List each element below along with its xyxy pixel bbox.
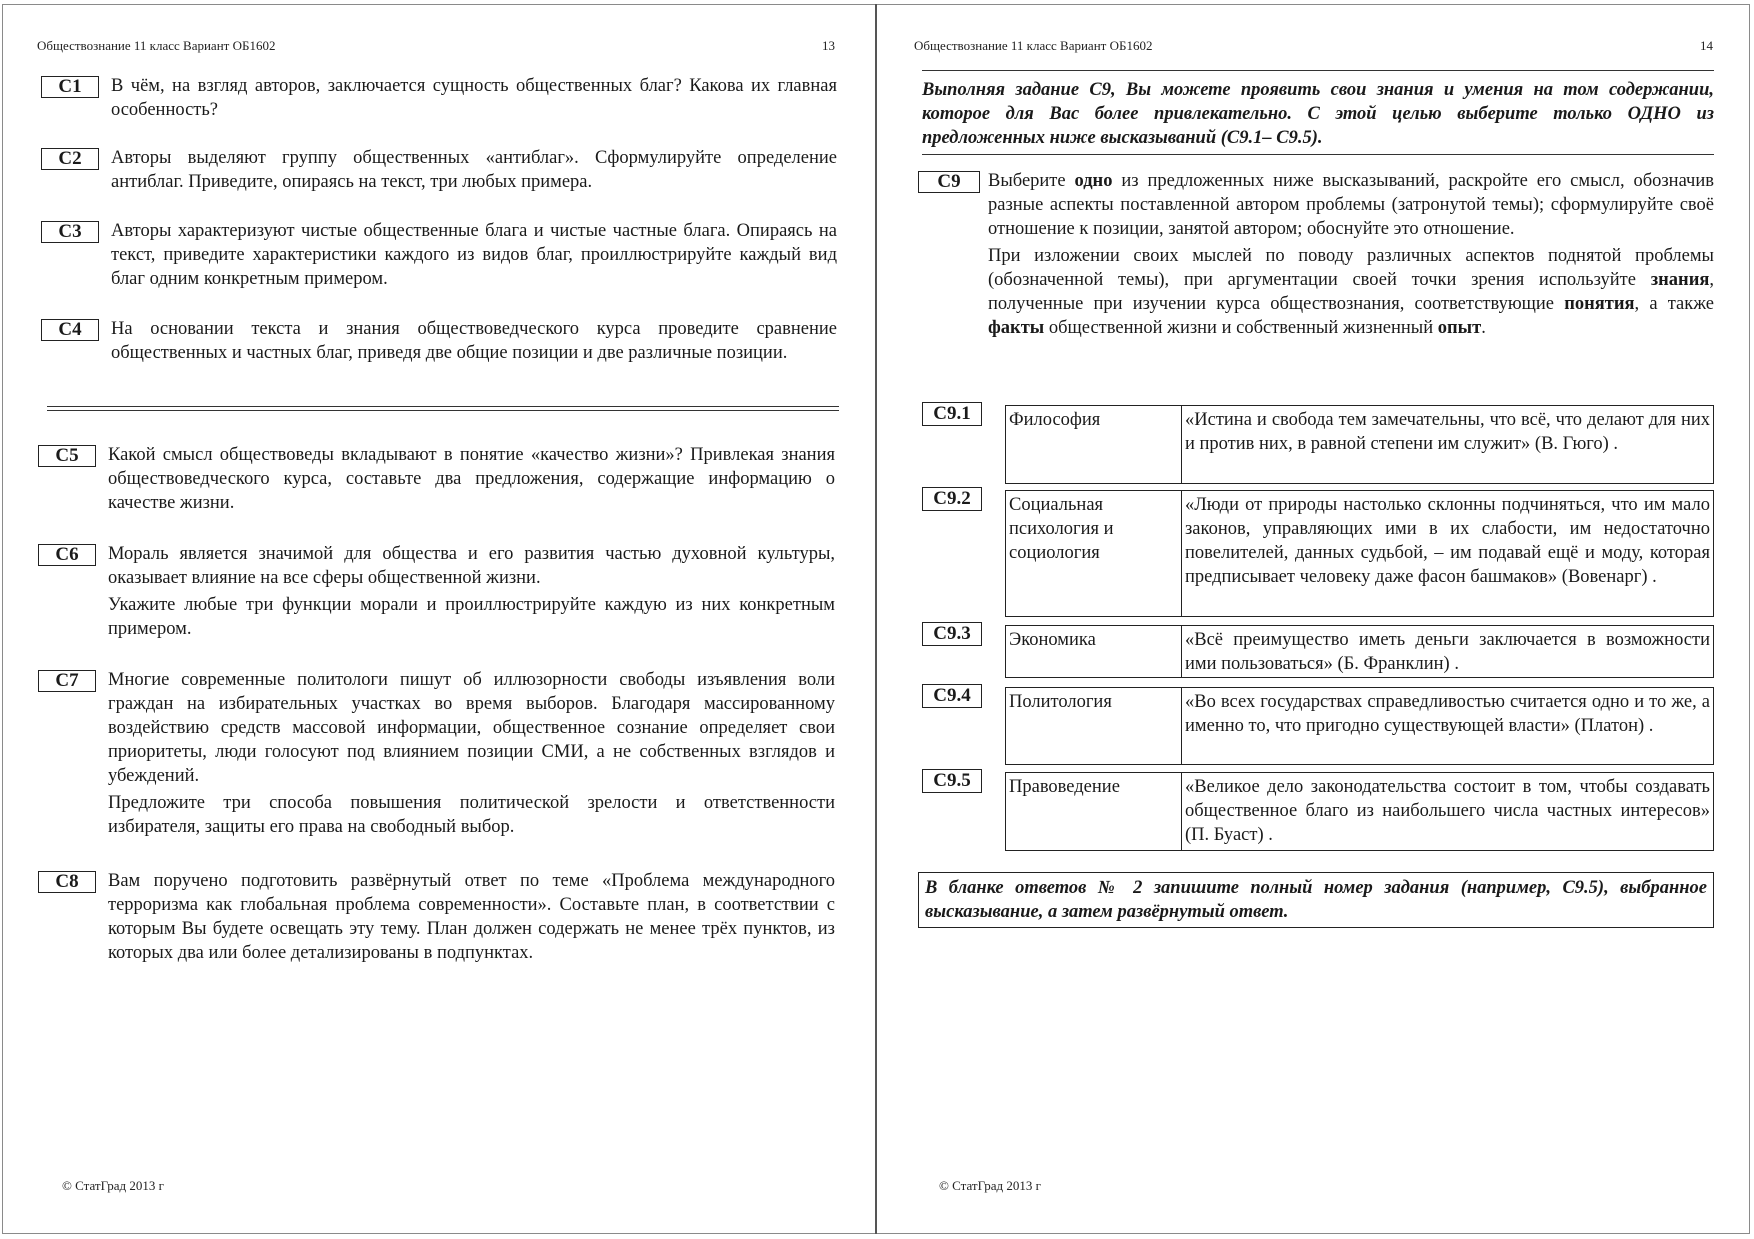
c9-intro: Выполняя задание С9, Вы можете проявить свои знания и умения на том содержании, которое для Вас более привлекательно. С этой целью выберите только ОДНО из предложенных ниже высказываний (С9.1– С9.5). xyxy=(922,80,1714,148)
task-code: C7 xyxy=(38,670,96,692)
page-number: 13 xyxy=(822,38,835,53)
variant-code: C9.4 xyxy=(922,684,982,708)
footer-copyright: © СтатГрад 2013 г xyxy=(939,1178,1041,1193)
variant-code: C9.3 xyxy=(922,622,982,646)
task-paragraph: Какой смысл обществоведы вкладывают в понятие «качество жизни»? Привлекая знания обществоведческого курса, составьте два предложения, содержащие информацию о качестве жизни. xyxy=(108,445,835,513)
variant-field: Правоведение xyxy=(1005,772,1182,851)
answer-sheet-note: В бланке ответов № 2 запишите полный номер задания (например, С9.5), выбранное высказывание, а затем развёрнутый ответ. xyxy=(918,872,1714,928)
task-code: C1 xyxy=(41,76,99,98)
task-text xyxy=(108,443,835,515)
task-code: C4 xyxy=(41,319,99,341)
page-number: 14 xyxy=(1700,38,1713,53)
right-page xyxy=(877,0,1754,1239)
task-code: C9 xyxy=(918,171,980,193)
intro-bottom-rule xyxy=(922,154,1714,155)
task-text xyxy=(111,317,837,365)
running-head: Обществознание 11 класс Вариант ОБ1602 xyxy=(37,38,276,53)
task-code: C5 xyxy=(38,445,96,467)
footer-copyright: © СтатГрад 2013 г xyxy=(62,1178,164,1193)
running-head: Обществознание 11 класс Вариант ОБ1602 xyxy=(914,38,1153,53)
section-rule xyxy=(47,406,839,411)
task-paragraph: Мораль является значимой для общества и его развития частью духовной культуры, оказывает влияние на все сферы общественной жизни. xyxy=(108,544,835,588)
task-text xyxy=(111,74,837,122)
task-paragraph: Многие современные политологи пишут об иллюзорности свободы изъявления воли граждан на избирательных участках во время выборов. Благодаря массированному воздействию средств массовой информации, общественное сознание определяет свои приоритеты, люди голосуют под влиянием позиции СМИ, а не собственных взглядов и убеждений. xyxy=(108,670,835,786)
task-paragraph: Авторы характеризуют чистые общественные блага и чистые частные блага. Опираясь на текст, приведите характеристики каждого из видов благ, проиллюстрируйте каждый вид благ одним конкретным примером. xyxy=(111,221,837,289)
task-text xyxy=(988,169,1714,340)
variant-quote: «Всё преимущество иметь деньги заключается в возможности ими пользоваться» (Б. Франклин) . xyxy=(1181,625,1714,678)
variant-quote: «Во всех государствах справедливостью считается одно и то же, а именно то, что пригодно существующей власти» (Платон) . xyxy=(1181,687,1714,765)
task-paragraph: В чём, на взгляд авторов, заключается сущность общественных благ? Какова их главная особенность? xyxy=(111,76,837,120)
task-paragraph: Предложите три способа повышения политической зрелости и ответственности избирателя, защиты его права на свободный выбор. xyxy=(108,793,835,837)
task-text xyxy=(111,146,837,194)
variant-quote: «Истина и свобода тем замечательны, что всё, что делают для них и против них, в равной степени им служит» (В. Гюго) . xyxy=(1181,405,1714,484)
task-text xyxy=(108,668,835,839)
task-paragraph: На основании текста и знания обществоведческого курса проведите сравнение общественных и частных благ, приведя две общие позиции и две различные позиции. xyxy=(111,319,837,363)
variant-code: C9.2 xyxy=(922,487,982,511)
task-paragraph: При изложении своих мыслей по поводу различных аспектов поднятой проблемы (обозначенной темы), при аргументации своей точки зрения используйте знания, полученные при изучении курса обществознания, соответствующие понятия, а также факты общественной жизни и собственный жизненный опыт. xyxy=(988,246,1714,338)
task-paragraph: Авторы выделяют группу общественных «антиблаг». Сформулируйте определение антиблаг. Приведите, опираясь на текст, три любых примера. xyxy=(111,148,837,192)
variant-field: Философия xyxy=(1005,405,1182,484)
variant-c9-3 xyxy=(922,622,1714,678)
variant-field: Социальная психология и социология xyxy=(1005,490,1182,617)
intro-top-rule xyxy=(922,70,1714,71)
variant-c9-5 xyxy=(922,769,1714,851)
variant-code: C9.5 xyxy=(922,769,982,793)
variant-c9-4 xyxy=(922,684,1714,764)
task-code: C3 xyxy=(41,221,99,243)
task-code: C8 xyxy=(38,871,96,893)
task-paragraph: Вам поручено подготовить развёрнутый ответ по теме «Проблема международного терроризма как глобальная проблема современности». Составьте план, в соответствии с которым Вы будете освещать эту тему. План должен содержать не менее трёх пунктов, из которых два или более детализированы в подпунктах. xyxy=(108,871,835,963)
variant-code: C9.1 xyxy=(922,402,982,426)
variant-c9-1 xyxy=(922,402,1714,484)
task-code: C2 xyxy=(41,148,99,170)
task-paragraph: Укажите любые три функции морали и проиллюстрируйте каждую из них конкретным примером. xyxy=(108,595,835,639)
variant-quote: «Люди от природы настолько склонны подчиняться, что им мало законов, управляющих ими в их слабости, им недостаточно повелителей, данных судьбой, – им подавай ещё и моду, которая предписывает человеку даже фасон башмаков» (Вовенарг) . xyxy=(1181,490,1714,617)
variant-c9-2 xyxy=(922,487,1714,617)
task-code: C6 xyxy=(38,544,96,566)
variant-quote: «Великое дело законодательства состоит в том, чтобы создавать общественное благо из наибольшего числа частных интересов» (П. Буаст) . xyxy=(1181,772,1714,851)
variant-field: Экономика xyxy=(1005,625,1182,678)
task-text xyxy=(111,219,837,291)
task-text xyxy=(108,869,835,965)
variant-field: Политология xyxy=(1005,687,1182,765)
task-paragraph: Выберите одно из предложенных ниже высказываний, раскройте его смысл, обозначив разные аспекты поставленной автором проблемы (затронутой темы); сформулируйте своё отношение к позиции, занятой автором; обоснуйте это отношение. xyxy=(988,171,1714,239)
task-text xyxy=(108,542,835,641)
